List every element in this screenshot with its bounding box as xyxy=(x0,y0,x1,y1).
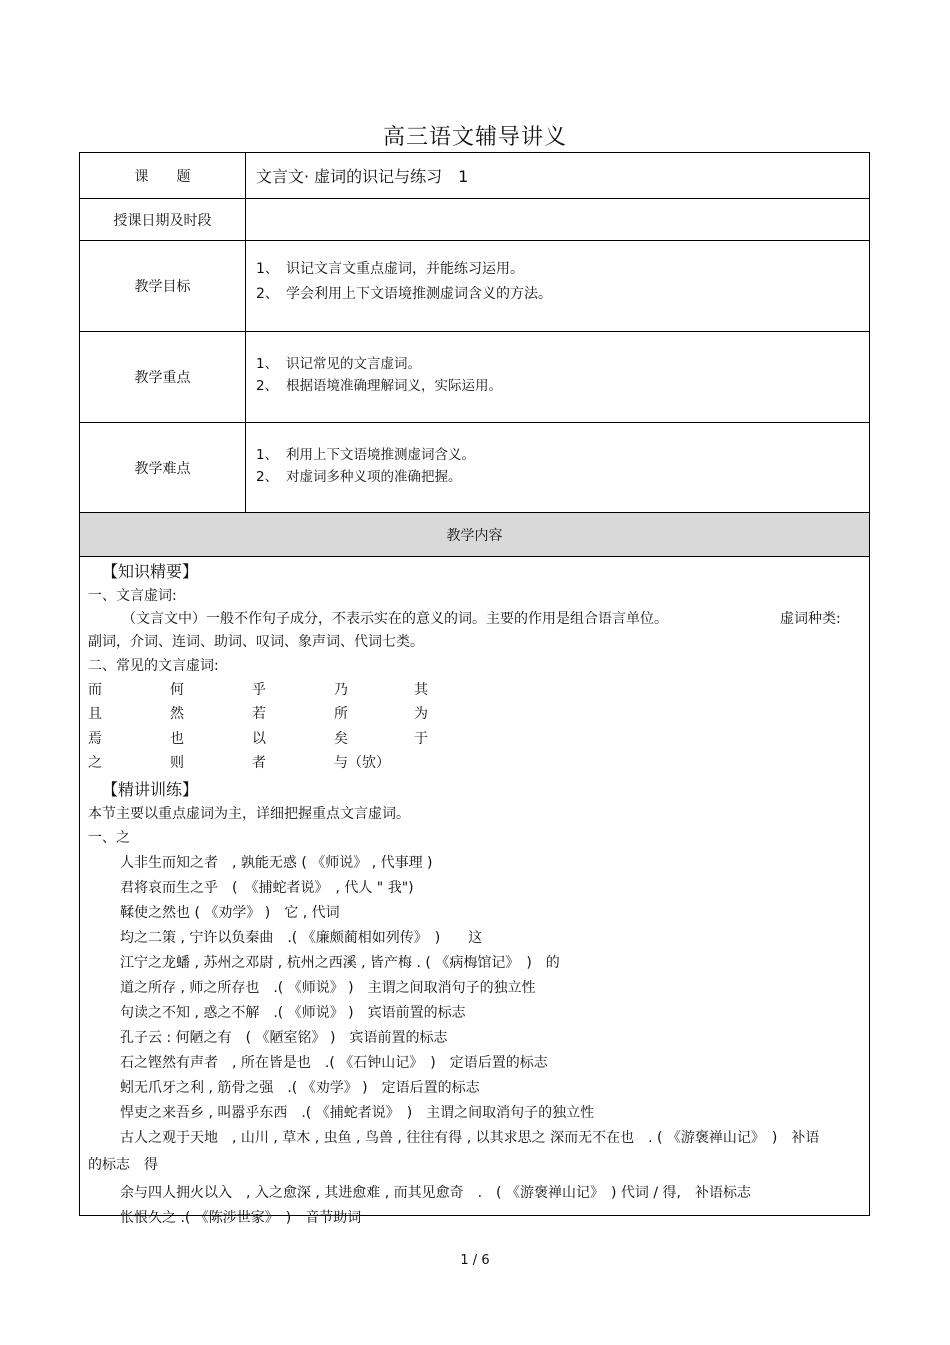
word-cell: 之 xyxy=(88,755,102,771)
word-cell: 为 xyxy=(414,706,428,722)
page-number: 1 / 6 xyxy=(460,1253,490,1268)
example-line: 怅恨久之 .( 《陈涉世家》 ) 音节助词 xyxy=(120,1210,362,1226)
word-cell: 焉 xyxy=(88,731,102,747)
key-item: 1、 识记常见的文言虚词。 xyxy=(256,356,421,372)
word-cell: 也 xyxy=(170,731,184,747)
word-cell: 而 xyxy=(88,682,102,698)
knowledge-line: 虚词种类: xyxy=(780,611,841,627)
example-line: 江宁之龙蟠 , 苏州之邓尉 , 杭州之西溪 , 皆产梅 . ( 《病梅馆记》 ) 的 xyxy=(120,955,560,971)
content-header: 教学内容 xyxy=(80,513,869,557)
example-line: 古人之观于天地 , 山川 , 草木 , 虫鱼 , 鸟兽 , 往往有得 , 以其求思之 深而无不在也 . ( 《游褒禅山记》 ) 补语 xyxy=(120,1130,820,1146)
example-line: 石之铿然有声者 , 所在皆是也 .( 《石钟山记》 ) 定语后置的标志 xyxy=(120,1055,548,1071)
topic-value: 文言文· 虚词的识记与练习 1 xyxy=(256,167,469,186)
word-cell: 且 xyxy=(88,706,102,722)
lecture-table xyxy=(79,152,870,1226)
example-continuation: 的标志 得 xyxy=(88,1157,158,1173)
example-line: 孔子云 : 何陋之有 ( 《陋室铭》 ) 宾语前置的标志 xyxy=(120,1030,448,1046)
knowledge-line: 二、常见的文言虚词: xyxy=(88,658,219,674)
date-label: 授课日期及时段 xyxy=(80,199,246,240)
example-line: 余与四人拥火以入 , 入之愈深 , 其进愈难 , 而其见愈奇 . ( 《游褒禅山记》 ) 代词 / 得, 补语标志 xyxy=(120,1185,751,1201)
word-cell: 以 xyxy=(252,731,266,747)
practice-heading: 【精讲训练】 xyxy=(102,780,199,799)
example-line: 道之所存 , 师之所存也 .( 《师说》 ) 主谓之间取消句子的独立性 xyxy=(120,980,536,996)
word-cell: 则 xyxy=(170,755,184,771)
example-line: 悍吏之来吾乡 , 叫嚣乎东西 .( 《捕蛇者说》 ) 主谓之间取消句子的独立性 xyxy=(120,1105,595,1121)
topic-label: 课 题 xyxy=(80,153,246,198)
knowledge-line: 副词，介词、连词、助词、叹词、象声词、代词七类。 xyxy=(88,634,424,650)
example-line: 鞣使之然也 ( 《劝学》 ) 它 , 代词 xyxy=(120,905,340,921)
key-row xyxy=(80,332,869,423)
goal-item: 1、 识记文言文重点虚词，并能练习运用。 xyxy=(256,261,524,277)
knowledge-line: （文言文中）一般不作句子成分，不表示实在的意义的词。主要的作用是组合语言单位。 xyxy=(122,611,668,627)
example-line: 均之二策 , 宁许以负秦曲 .( 《廉颇蔺相如列传》 ) 这 xyxy=(120,930,483,946)
word-cell: 矣 xyxy=(334,731,348,747)
example-line: 君将哀而生之乎 ( 《捕蛇者说》 , 代人 " 我") xyxy=(120,880,414,896)
word-cell: 然 xyxy=(170,706,184,722)
practice-line: 本节主要以重点虚词为主，详细把握重点文言虚词。 xyxy=(88,806,410,822)
difficulty-list xyxy=(256,444,475,488)
document-title: 高三语文辅导讲义 xyxy=(382,125,567,150)
word-cell: 于 xyxy=(414,731,428,747)
practice-line: 一、之 xyxy=(88,830,130,846)
knowledge-line: 一、文言虚词: xyxy=(88,588,177,604)
word-cell: 乎 xyxy=(252,682,266,698)
goals-label: 教学目标 xyxy=(80,241,246,331)
key-list xyxy=(256,353,502,397)
word-cell: 与（欤） xyxy=(334,755,390,771)
example-line: 句读之不知 , 惑之不解 .( 《师说》 ) 宾语前置的标志 xyxy=(120,1005,466,1021)
topic-row xyxy=(80,153,869,199)
key-item: 2、 根据语境准确理解词义，实际运用。 xyxy=(256,378,502,394)
goal-item: 2、 学会利用上下文语境推测虚词含义的方法。 xyxy=(256,286,552,302)
difficulty-label: 教学难点 xyxy=(80,423,246,512)
word-cell: 者 xyxy=(252,755,266,771)
date-row xyxy=(80,199,869,241)
word-cell: 所 xyxy=(334,706,348,722)
knowledge-heading: 【知识精要】 xyxy=(102,562,199,581)
goals-row xyxy=(80,241,869,332)
difficulty-row xyxy=(80,423,869,513)
difficulty-item: 1、 利用上下文语境推测虚词含义。 xyxy=(256,447,475,463)
word-cell: 其 xyxy=(414,682,428,698)
word-cell: 乃 xyxy=(334,682,348,698)
example-line: 蚓无爪牙之利 , 筋骨之强 .( 《劝学》 ) 定语后置的标志 xyxy=(120,1080,480,1096)
example-line: 人非生而知之者 , 孰能无惑 ( 《师说》 , 代事理 ) xyxy=(120,855,433,871)
difficulty-item: 2、 对虚词多种义项的准确把握。 xyxy=(256,469,462,485)
word-cell: 何 xyxy=(170,682,184,698)
goals-list xyxy=(256,257,552,307)
key-label: 教学重点 xyxy=(80,332,246,422)
word-cell: 若 xyxy=(252,706,266,722)
